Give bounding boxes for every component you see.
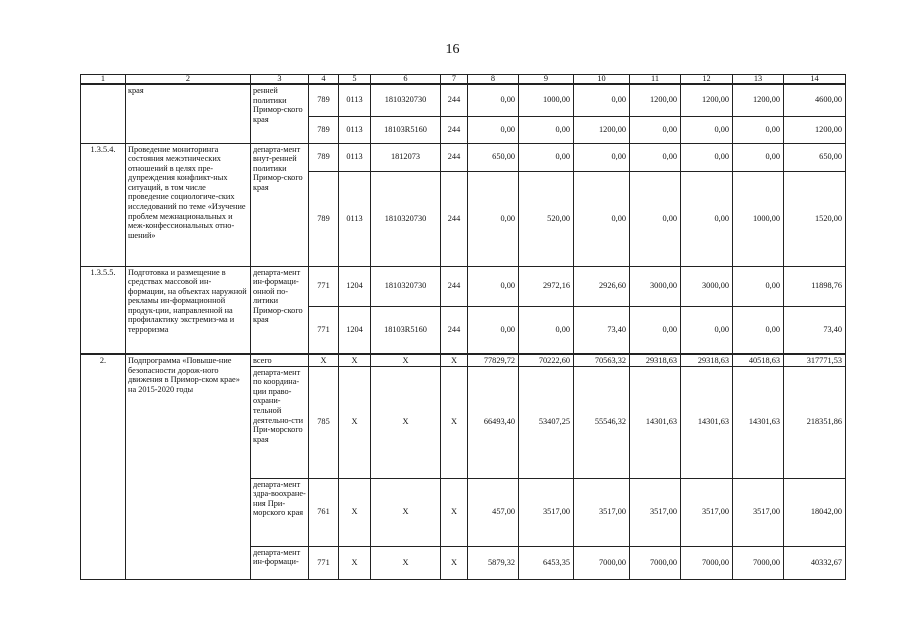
executor: всего	[251, 354, 309, 366]
cell-c7: X	[441, 354, 468, 366]
value-cell: 1200,00	[630, 84, 681, 116]
executor: департа-мент здра-воохране-ния При-морского края	[251, 478, 309, 546]
value-cell: 650,00	[468, 143, 519, 171]
cell-c4: X	[309, 354, 339, 366]
value-cell: 11898,76	[784, 266, 846, 306]
value-cell: 40518,63	[733, 354, 784, 366]
value-cell: 0,00	[733, 143, 784, 171]
cell-c6: X	[371, 478, 441, 546]
value-cell: 1200,00	[681, 84, 733, 116]
value-cell: 0,00	[733, 306, 784, 354]
executor: департа-мент по координа-ции право-охрани-тельной деятельно-сти При-морского края	[251, 366, 309, 478]
value-cell: 29318,63	[630, 354, 681, 366]
executor: департа-мент ин-формаци-	[251, 546, 309, 579]
value-cell: 7000,00	[733, 546, 784, 579]
header-cell: 13	[733, 75, 784, 85]
cell-c6: X	[371, 354, 441, 366]
header-cell: 5	[339, 75, 371, 85]
value-cell: 0,00	[681, 306, 733, 354]
header-cell: 6	[371, 75, 441, 85]
cell-c6: X	[371, 546, 441, 579]
header-cell: 3	[251, 75, 309, 85]
cell-c4: 771	[309, 546, 339, 579]
item-name: Подготовка и размещение в средствах массовой ин-формации, на объектах наружной рекламы ин-формационной продук-ции, направленной на профилактику экстремиз-ма и терроризма	[126, 266, 251, 354]
page-number: 16	[445, 42, 460, 57]
header-cell: 12	[681, 75, 733, 85]
value-cell: 0,00	[681, 116, 733, 143]
value-cell: 0,00	[468, 84, 519, 116]
value-cell: 4600,00	[784, 84, 846, 116]
item-number	[81, 84, 126, 143]
header-cell: 9	[519, 75, 574, 85]
header-cell: 7	[441, 75, 468, 85]
table-row	[81, 143, 846, 171]
cell-c5: 0113	[339, 84, 371, 116]
budget-table	[80, 74, 846, 580]
cell-c6: 18103R5160	[371, 306, 441, 354]
value-cell: 1200,00	[733, 84, 784, 116]
cell-c5: 1204	[339, 266, 371, 306]
value-cell: 7000,00	[630, 546, 681, 579]
value-cell: 0,00	[630, 143, 681, 171]
value-cell: 0,00	[574, 143, 630, 171]
item-number: 2.	[81, 354, 126, 579]
cell-c5: X	[339, 478, 371, 546]
header-cell: 14	[784, 75, 846, 85]
cell-c7: 244	[441, 171, 468, 266]
value-cell: 73,40	[574, 306, 630, 354]
value-cell: 520,00	[519, 171, 574, 266]
value-cell: 7000,00	[681, 546, 733, 579]
cell-c6: 18103R5160	[371, 116, 441, 143]
cell-c7: 244	[441, 84, 468, 116]
value-cell: 53407,25	[519, 366, 574, 478]
value-cell: 14301,63	[733, 366, 784, 478]
cell-c7: X	[441, 478, 468, 546]
value-cell: 29318,63	[681, 354, 733, 366]
value-cell: 3000,00	[681, 266, 733, 306]
value-cell: 0,00	[630, 306, 681, 354]
value-cell: 0,00	[574, 84, 630, 116]
value-cell: 0,00	[468, 171, 519, 266]
value-cell: 3517,00	[681, 478, 733, 546]
cell-c5: 1204	[339, 306, 371, 354]
cell-c4: 785	[309, 366, 339, 478]
value-cell: 7000,00	[574, 546, 630, 579]
cell-c7: 244	[441, 143, 468, 171]
value-cell: 2926,60	[574, 266, 630, 306]
cell-c5: X	[339, 354, 371, 366]
cell-c6: 1810320730	[371, 266, 441, 306]
value-cell: 73,40	[784, 306, 846, 354]
value-cell: 66493,40	[468, 366, 519, 478]
value-cell: 457,00	[468, 478, 519, 546]
value-cell: 0,00	[468, 266, 519, 306]
cell-c4: 761	[309, 478, 339, 546]
value-cell: 5879,32	[468, 546, 519, 579]
value-cell: 0,00	[733, 116, 784, 143]
value-cell: 14301,63	[681, 366, 733, 478]
item-name: Проведение мониторинга состояния межэтнических отношений в целях пре-дупреждения конфликт-ных ситуаций, в том числе проведение социологиче-ских исследований по теме «Изучение проблем межнациональных и меж-конфессиональных отно-шений»	[126, 143, 251, 266]
cell-c7: X	[441, 366, 468, 478]
value-cell: 0,00	[519, 306, 574, 354]
value-cell: 2972,16	[519, 266, 574, 306]
value-cell: 40332,67	[784, 546, 846, 579]
header-cell: 2	[126, 75, 251, 85]
value-cell: 3517,00	[574, 478, 630, 546]
cell-c5: X	[339, 546, 371, 579]
executor: департа-мент ин-формаци-онной по-литики Примор-ского края	[251, 266, 309, 354]
value-cell: 3000,00	[630, 266, 681, 306]
value-cell: 70563,32	[574, 354, 630, 366]
value-cell: 0,00	[574, 171, 630, 266]
cell-c7: 244	[441, 266, 468, 306]
cell-c7: 244	[441, 116, 468, 143]
cell-c6: 1812073	[371, 143, 441, 171]
header-cell: 8	[468, 75, 519, 85]
value-cell: 0,00	[519, 143, 574, 171]
value-cell: 70222,60	[519, 354, 574, 366]
cell-c7: 244	[441, 306, 468, 354]
value-cell: 14301,63	[630, 366, 681, 478]
item-number: 1.3.5.5.	[81, 266, 126, 354]
value-cell: 0,00	[630, 171, 681, 266]
value-cell: 3517,00	[630, 478, 681, 546]
cell-c5: X	[339, 366, 371, 478]
cell-c4: 789	[309, 171, 339, 266]
header-row	[81, 75, 846, 85]
value-cell: 0,00	[681, 171, 733, 266]
cell-c4: 771	[309, 306, 339, 354]
cell-c5: 0113	[339, 143, 371, 171]
header-cell: 1	[81, 75, 126, 85]
value-cell: 1200,00	[784, 116, 846, 143]
value-cell: 218351,86	[784, 366, 846, 478]
header-cell: 4	[309, 75, 339, 85]
executor: департа-мент внут-ренней политики Примор-ского края	[251, 143, 309, 266]
cell-c6: X	[371, 366, 441, 478]
value-cell: 1200,00	[574, 116, 630, 143]
cell-c7: X	[441, 546, 468, 579]
value-cell: 3517,00	[733, 478, 784, 546]
cell-c5: 0113	[339, 171, 371, 266]
item-name: края	[126, 84, 251, 143]
header-cell: 11	[630, 75, 681, 85]
header-cell: 10	[574, 75, 630, 85]
cell-c4: 789	[309, 84, 339, 116]
value-cell: 77829,72	[468, 354, 519, 366]
cell-c4: 771	[309, 266, 339, 306]
value-cell: 1000,00	[519, 84, 574, 116]
value-cell: 55546,32	[574, 366, 630, 478]
value-cell: 650,00	[784, 143, 846, 171]
value-cell: 0,00	[468, 116, 519, 143]
cell-c5: 0113	[339, 116, 371, 143]
value-cell: 0,00	[519, 116, 574, 143]
table-row	[81, 84, 846, 116]
value-cell: 0,00	[630, 116, 681, 143]
value-cell: 18042,00	[784, 478, 846, 546]
cell-c4: 789	[309, 116, 339, 143]
cell-c6: 1810320730	[371, 171, 441, 266]
cell-c6: 1810320730	[371, 84, 441, 116]
cell-c4: 789	[309, 143, 339, 171]
table-row	[81, 266, 846, 306]
value-cell: 0,00	[681, 143, 733, 171]
value-cell: 1000,00	[733, 171, 784, 266]
value-cell: 6453,35	[519, 546, 574, 579]
item-number: 1.3.5.4.	[81, 143, 126, 266]
value-cell: 317771,53	[784, 354, 846, 366]
value-cell: 0,00	[733, 266, 784, 306]
value-cell: 0,00	[468, 306, 519, 354]
value-cell: 1520,00	[784, 171, 846, 266]
table-row	[81, 354, 846, 366]
value-cell: 3517,00	[519, 478, 574, 546]
item-name: Подпрограмма «Повыше-ние безопасности дорож-ного движения в Примор-ском крае» на 2015-2020 годы	[126, 354, 251, 579]
executor: ренней политики Примор-ского края	[251, 84, 309, 143]
